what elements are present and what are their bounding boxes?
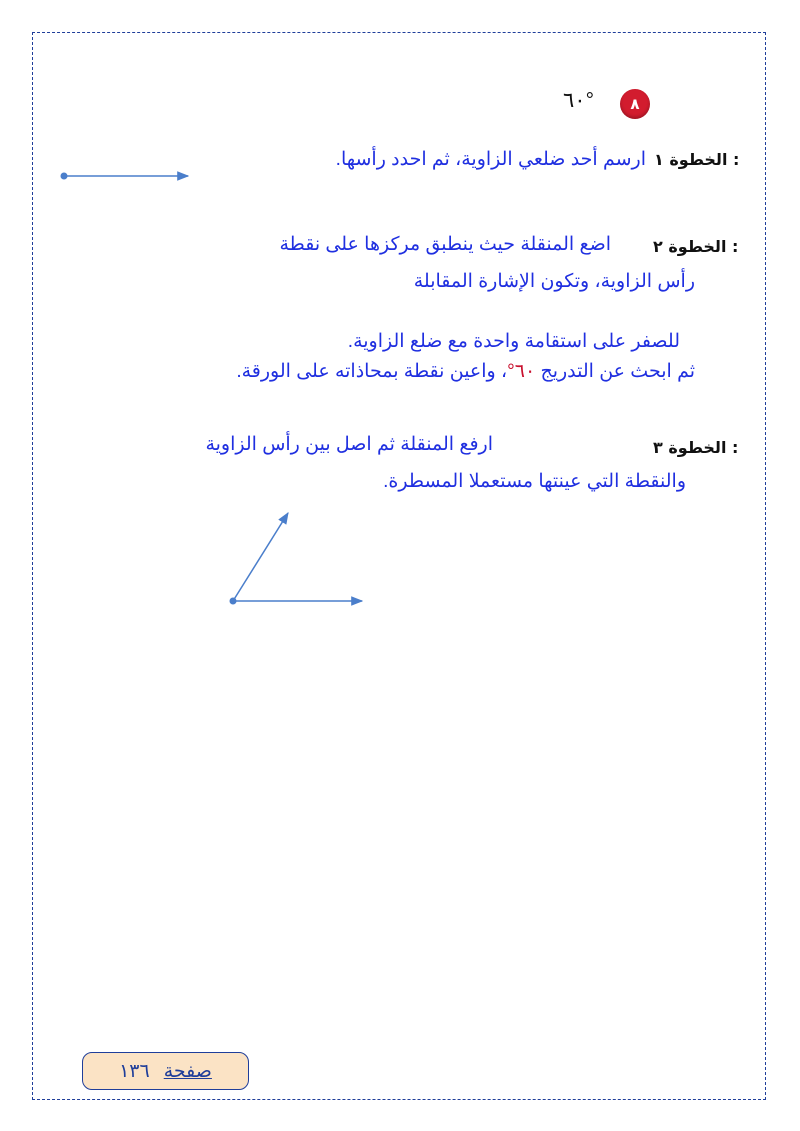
step1-label: الخطوة ١ :	[654, 150, 740, 169]
step2-line3: للصفر على استقامة واحدة مع ضلع الزاوية.	[347, 331, 680, 352]
step2-line1: اضع المنقلة حيث ينطبق مركزها على نقطة	[279, 234, 611, 255]
page-number: ١٣٦	[119, 1060, 150, 1082]
step1-vertex-point	[61, 173, 68, 180]
step2-line4-before: ثم ابحث عن التدريج	[540, 361, 695, 382]
page-word: صفحة	[163, 1060, 212, 1082]
step3-line1: ارفع المنقلة ثم اصل بين رأس الزاوية	[205, 434, 493, 455]
step2-line4-after: ، واعين نقطة بمحاذاته على الورقة.	[236, 361, 508, 382]
problem-angle: °٦٠	[563, 89, 594, 112]
step3-label: الخطوة ٣ :	[653, 438, 739, 457]
step2-line2: رأس الزاوية، وتكون الإشارة المقابلة	[413, 271, 695, 292]
page-number-box	[82, 1052, 249, 1090]
step2-angle-value: ٦٠°	[507, 361, 536, 382]
step3-line2: والنقطة التي عينتها مستعملا المسطرة.	[383, 471, 686, 492]
problem-number-badge: ٨	[620, 89, 650, 119]
angle-diagram	[230, 513, 363, 605]
step2-label: الخطوة ٢ :	[653, 237, 739, 256]
angle-second-ray	[233, 513, 288, 601]
step1-ray	[61, 173, 189, 180]
angle-vertex-point	[230, 598, 237, 605]
step1-text: ارسم أحد ضلعي الزاوية، ثم احدد رأسها.	[335, 149, 646, 170]
